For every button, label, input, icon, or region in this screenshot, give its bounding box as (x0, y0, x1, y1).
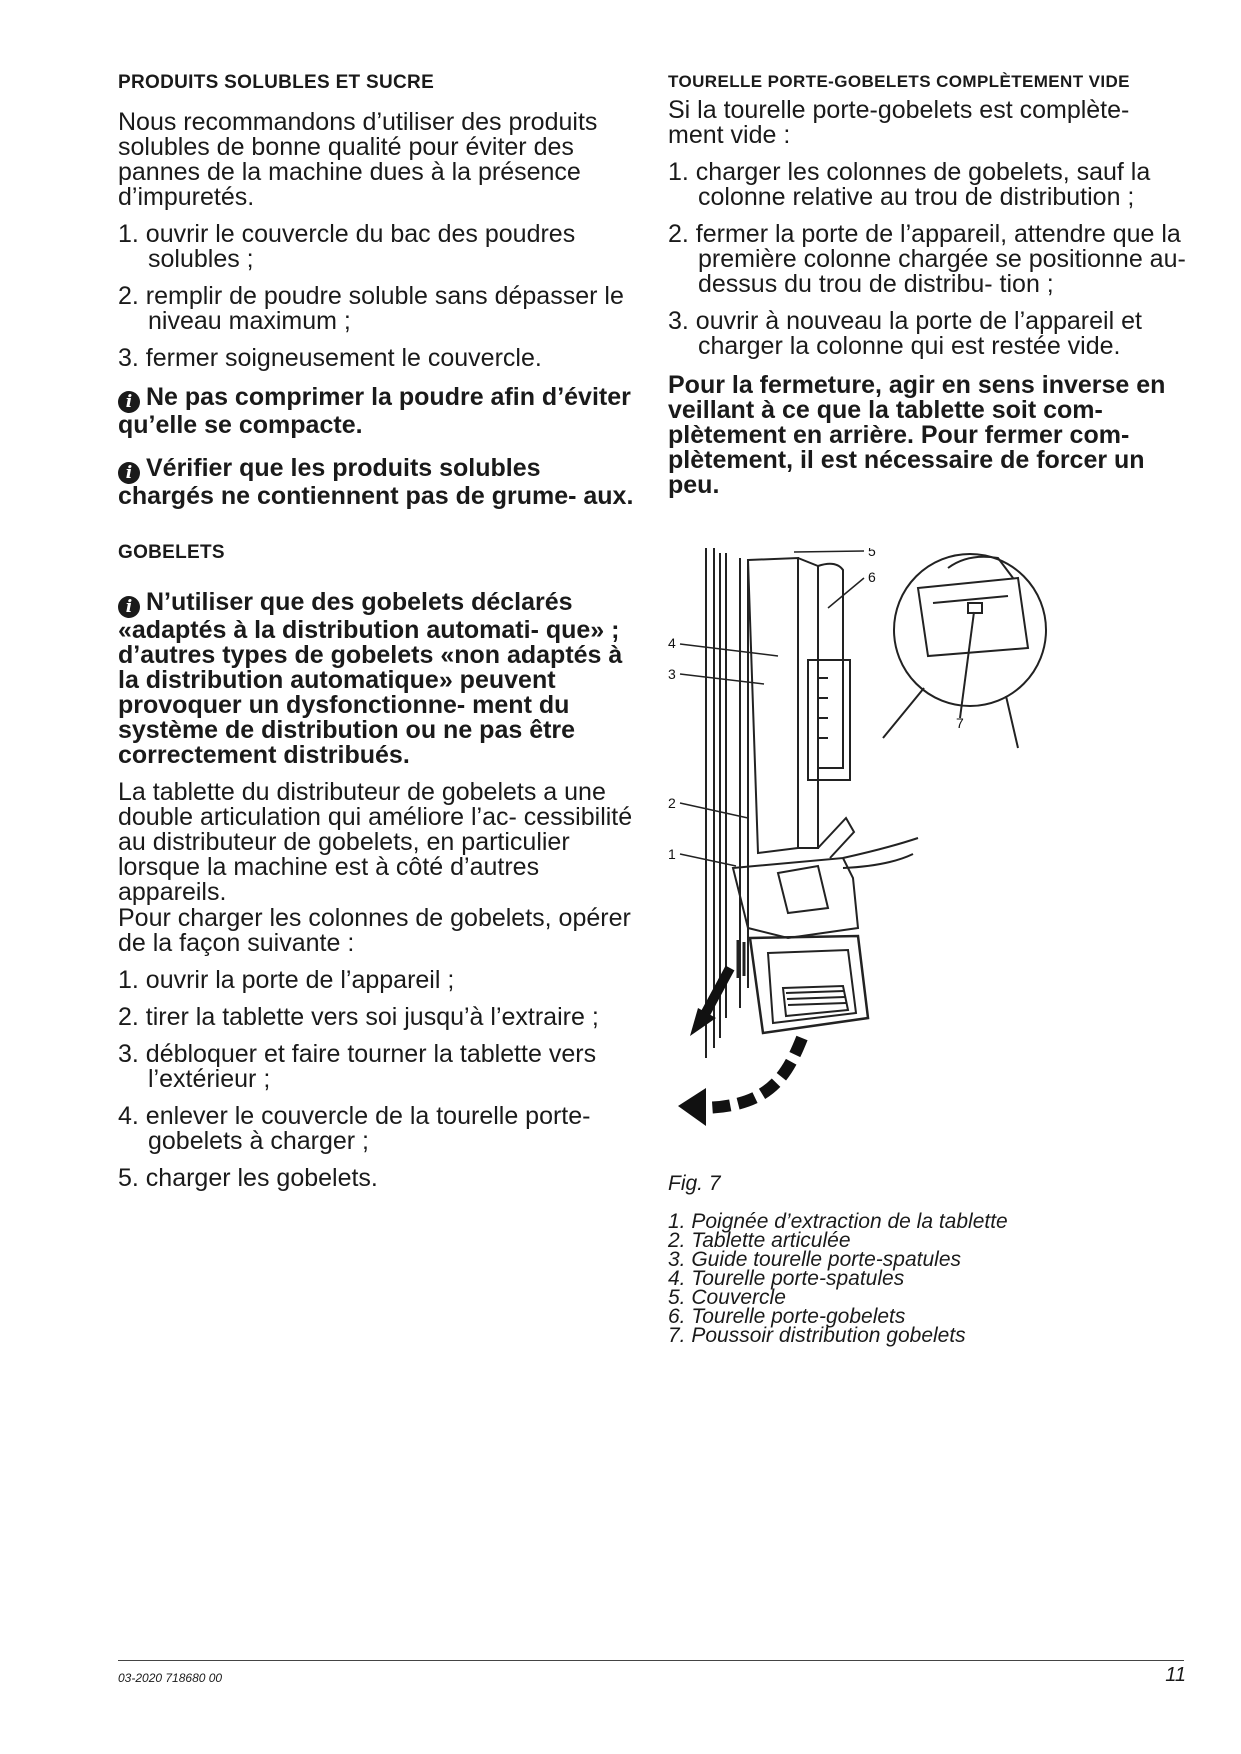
callout-5: 5 (868, 548, 876, 559)
warning-text: Vérifier que les produits solubles chargés ne contiennent pas de grume- aux. (118, 454, 634, 510)
soluble-intro: Nous recommandons d’utiliser des produits solubles de bonne qualité pour éviter des pannes de la machine dues à la présence d’impuretés. (118, 108, 598, 211)
left-column (118, 72, 638, 1191)
turret-steps (668, 160, 1188, 359)
page-number: 11 (1165, 1664, 1186, 1686)
soluble-steps (118, 222, 638, 371)
cups-para-2: Pour charger les colonnes de gobelets, opérer de la façon suivante : (118, 904, 631, 957)
info-circle-icon: i (118, 596, 140, 618)
warning-text: N’utiliser que des gobelets déclarés «adaptés à la distribution automati- que» ; d’autres types de gobelets «non adaptés à la distribution automatique» peuvent provoquer un dysfonctionne- ment du système de distribution ou ne pas être correctement distribués. (118, 588, 623, 769)
warning-compress (118, 385, 638, 438)
figure-title: Fig. 7 (668, 1172, 721, 1195)
document-code: 03-2020 718680 00 (118, 1671, 223, 1685)
list-item: 1. charger les colonnes de gobelets, sauf la colonne relative au trou de distribution ; (668, 158, 1151, 211)
legend-item: 1. Poignée d’extraction de la tablette (668, 1210, 1008, 1233)
info-circle-icon: i (118, 462, 140, 484)
cups-para-1: La tablette du distributeur de gobelets a une double articulation qui améliore l’ac- cessibilité au distributeur de gobelets, en particulier lorsque la machine est à côté d’autres appareils. (118, 778, 633, 906)
closing-note: Pour la fermeture, agir en sens inverse en veillant à ce que la tablette soit com- plètement en arrière. Pour fermer com- plètement, il est nécessaire de forcer un peu. (668, 371, 1166, 499)
warning-lumps (118, 456, 638, 509)
warning-text: Ne pas comprimer la poudre afin d’éviter qu’elle se compacte. (118, 383, 631, 439)
list-item: 3. fermer soigneusement le couvercle. (118, 344, 542, 372)
figure-7-illustration (668, 548, 1188, 1148)
list-item: 5. charger les gobelets. (118, 1164, 378, 1192)
warning-cups (118, 590, 638, 768)
callout-6: 6 (868, 569, 876, 585)
callout-4: 4 (668, 635, 676, 651)
legend-item: 3. Guide tourelle porte-spatules (668, 1248, 962, 1271)
right-column (668, 72, 1188, 498)
legend-item: 2. Tablette articulée (668, 1229, 851, 1252)
callout-3: 3 (668, 666, 676, 682)
callout-2: 2 (668, 795, 676, 811)
figure-caption (668, 1172, 1188, 1345)
list-item: 1. ouvrir la porte de l’appareil ; (118, 966, 455, 994)
list-item: 3. ouvrir à nouveau la porte de l’appareil et charger la colonne qui est restée vide. (668, 307, 1142, 360)
turret-intro: Si la tourelle porte-gobelets est complète- ment vide : (668, 96, 1130, 149)
list-item: 1. ouvrir le couvercle du bac des poudres solubles ; (118, 220, 576, 273)
cups-steps (118, 968, 638, 1191)
section-title-cups: GOBELETS (118, 542, 225, 563)
section-title-soluble: PRODUITS SOLUBLES ET SUCRE (118, 72, 435, 93)
legend-item: 4. Tourelle porte-spatules (668, 1267, 905, 1290)
section-title-turret: TOURELLE PORTE-GOBELETS COMPLÈTEMENT VIDE (668, 72, 1130, 91)
callout-1: 1 (668, 846, 676, 862)
legend-item: 5. Couvercle (668, 1286, 786, 1309)
figure-legend (668, 1212, 1188, 1345)
list-item: 2. tirer la tablette vers soi jusqu’à l’extraire ; (118, 1003, 599, 1031)
list-item: 2. fermer la porte de l’appareil, attendre que la première colonne chargée se positionne au-dessus du trou de distribu- tion ; (668, 220, 1186, 298)
footer-divider (118, 1660, 1184, 1661)
info-circle-icon: i (118, 391, 140, 413)
legend-item: 6. Tourelle porte-gobelets (668, 1305, 906, 1328)
list-item: 4. enlever le couvercle de la tourelle porte- gobelets à charger ; (118, 1102, 591, 1155)
cup-dispenser-drawing (668, 548, 1188, 1148)
list-item: 2. remplir de poudre soluble sans dépasser le niveau maximum ; (118, 282, 624, 335)
list-item: 3. débloquer et faire tourner la tablette vers l’extérieur ; (118, 1040, 597, 1093)
callout-7: 7 (956, 715, 964, 731)
legend-item: 7. Poussoir distribution gobelets (668, 1324, 966, 1347)
